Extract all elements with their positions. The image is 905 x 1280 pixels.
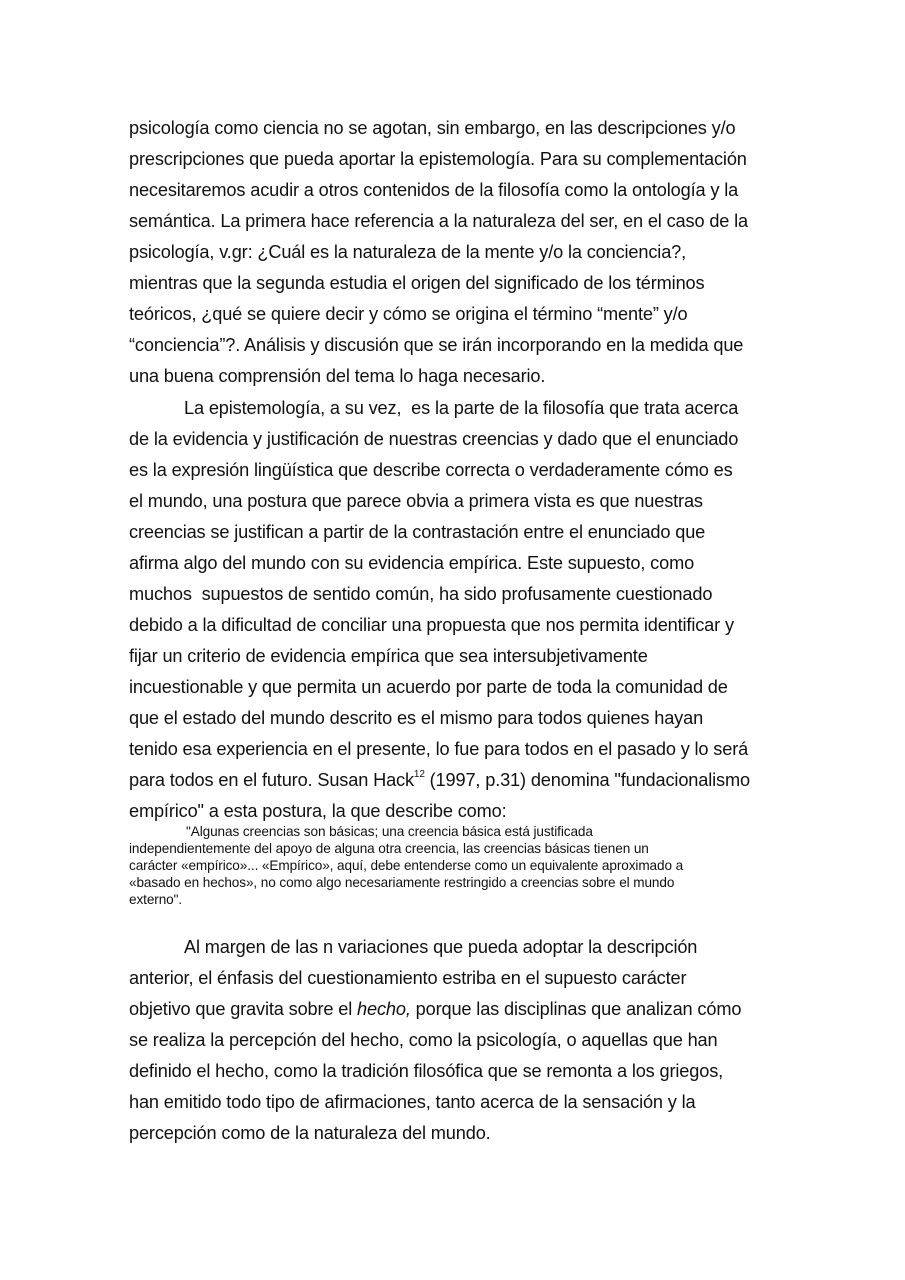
text-line: tenido esa experiencia en el presente, lo fue para todos en el pasado y lo será — [129, 739, 749, 759]
text-line — [129, 998, 741, 1020]
text-line: muchos supuestos de sentido común, ha sido profusamente cuestionado — [129, 584, 713, 604]
text-line: prescripciones que pueda aportar la epistemología. Para su complementación — [129, 149, 747, 169]
quote-line: «basado en hechos», no como algo necesariamente restringido a creencias sobre el mundo — [129, 875, 675, 890]
text-line: incuestionable y que permita un acuerdo por parte de toda la comunidad de — [129, 677, 728, 697]
quote-line: carácter «empírico»... «Empírico», aquí, debe entenderse como un equivalente aproximado a — [129, 858, 684, 873]
text-line: teóricos, ¿qué se quiere decir y cómo se origina el término “mente” y/o — [129, 304, 688, 324]
italic-term: hecho, — [357, 999, 411, 1019]
text-line: es la expresión lingüística que describe correcta o verdaderamente cómo es — [129, 460, 733, 480]
text-line: de la evidencia y justificación de nuestras creencias y dado que el enunciado — [129, 429, 739, 449]
text-line: anterior, el énfasis del cuestionamiento estriba en el supuesto carácter — [129, 968, 687, 988]
text-line: han emitido todo tipo de afirmaciones, tanto acerca de la sensación y la — [129, 1092, 696, 1112]
text-line: que el estado del mundo descrito es el mismo para todos quienes hayan — [129, 708, 704, 728]
text-line: definido el hecho, como la tradición filosófica que se remonta a los griegos, — [129, 1061, 724, 1081]
text-segment: porque las disciplinas que analizan cómo — [410, 999, 742, 1019]
text-line: necesitaremos acudir a otros contenidos de la filosofía como la ontología y la — [129, 180, 739, 200]
text-line: semántica. La primera hace referencia a la naturaleza del ser, en el caso de la — [129, 211, 749, 231]
text-line: mientras que la segunda estudia el origen del significado de los términos — [129, 273, 705, 293]
footnote-reference[interactable]: 12 — [413, 768, 425, 780]
text-line: La epistemología, a su vez, es la parte de la filosofía que trata acerca — [184, 398, 739, 418]
text-line: “conciencia”?. Análisis y discusión que se irán incorporando en la medida que — [129, 335, 744, 355]
text-segment: (1997, p.31) denomina "fundacionalismo — [424, 770, 750, 790]
text-line: percepción como de la naturaleza del mundo. — [129, 1123, 491, 1143]
text-segment: objetivo que gravita sobre el — [129, 999, 358, 1019]
text-line: afirma algo del mundo con su evidencia empírica. Este supuesto, como — [129, 553, 695, 573]
text-line: psicología, v.gr: ¿Cuál es la naturaleza de la mente y/o la conciencia?, — [129, 242, 687, 262]
text-line: psicología como ciencia no se agotan, sin embargo, en las descripciones y/o — [129, 118, 736, 138]
text-line: fijar un criterio de evidencia empírica que sea intersubjetivamente — [129, 646, 648, 666]
text-line: debido a la dificultad de conciliar una propuesta que nos permita identificar y — [129, 615, 734, 635]
quote-line: independientemente del apoyo de alguna otra creencia, las creencias básicas tienen un — [129, 841, 649, 856]
text-line: el mundo, una postura que parece obvia a primera vista es que nuestras — [129, 491, 703, 511]
text-line — [129, 769, 750, 791]
text-line: Al margen de las n variaciones que pueda adoptar la descripción — [184, 937, 698, 957]
text-line: se realiza la percepción del hecho, como la psicología, o aquellas que han — [129, 1030, 718, 1050]
text-line: una buena comprensión del tema lo haga necesario. — [129, 366, 546, 386]
text-segment: para todos en el futuro. Susan Hack — [129, 770, 414, 790]
quote-line: externo". — [129, 892, 183, 907]
quote-line: "Algunas creencias son básicas; una creencia básica está justificada — [186, 824, 593, 839]
text-line: creencias se justifican a partir de la contrastación entre el enunciado que — [129, 522, 706, 542]
text-line: empírico" a esta postura, la que describe como: — [129, 801, 507, 821]
